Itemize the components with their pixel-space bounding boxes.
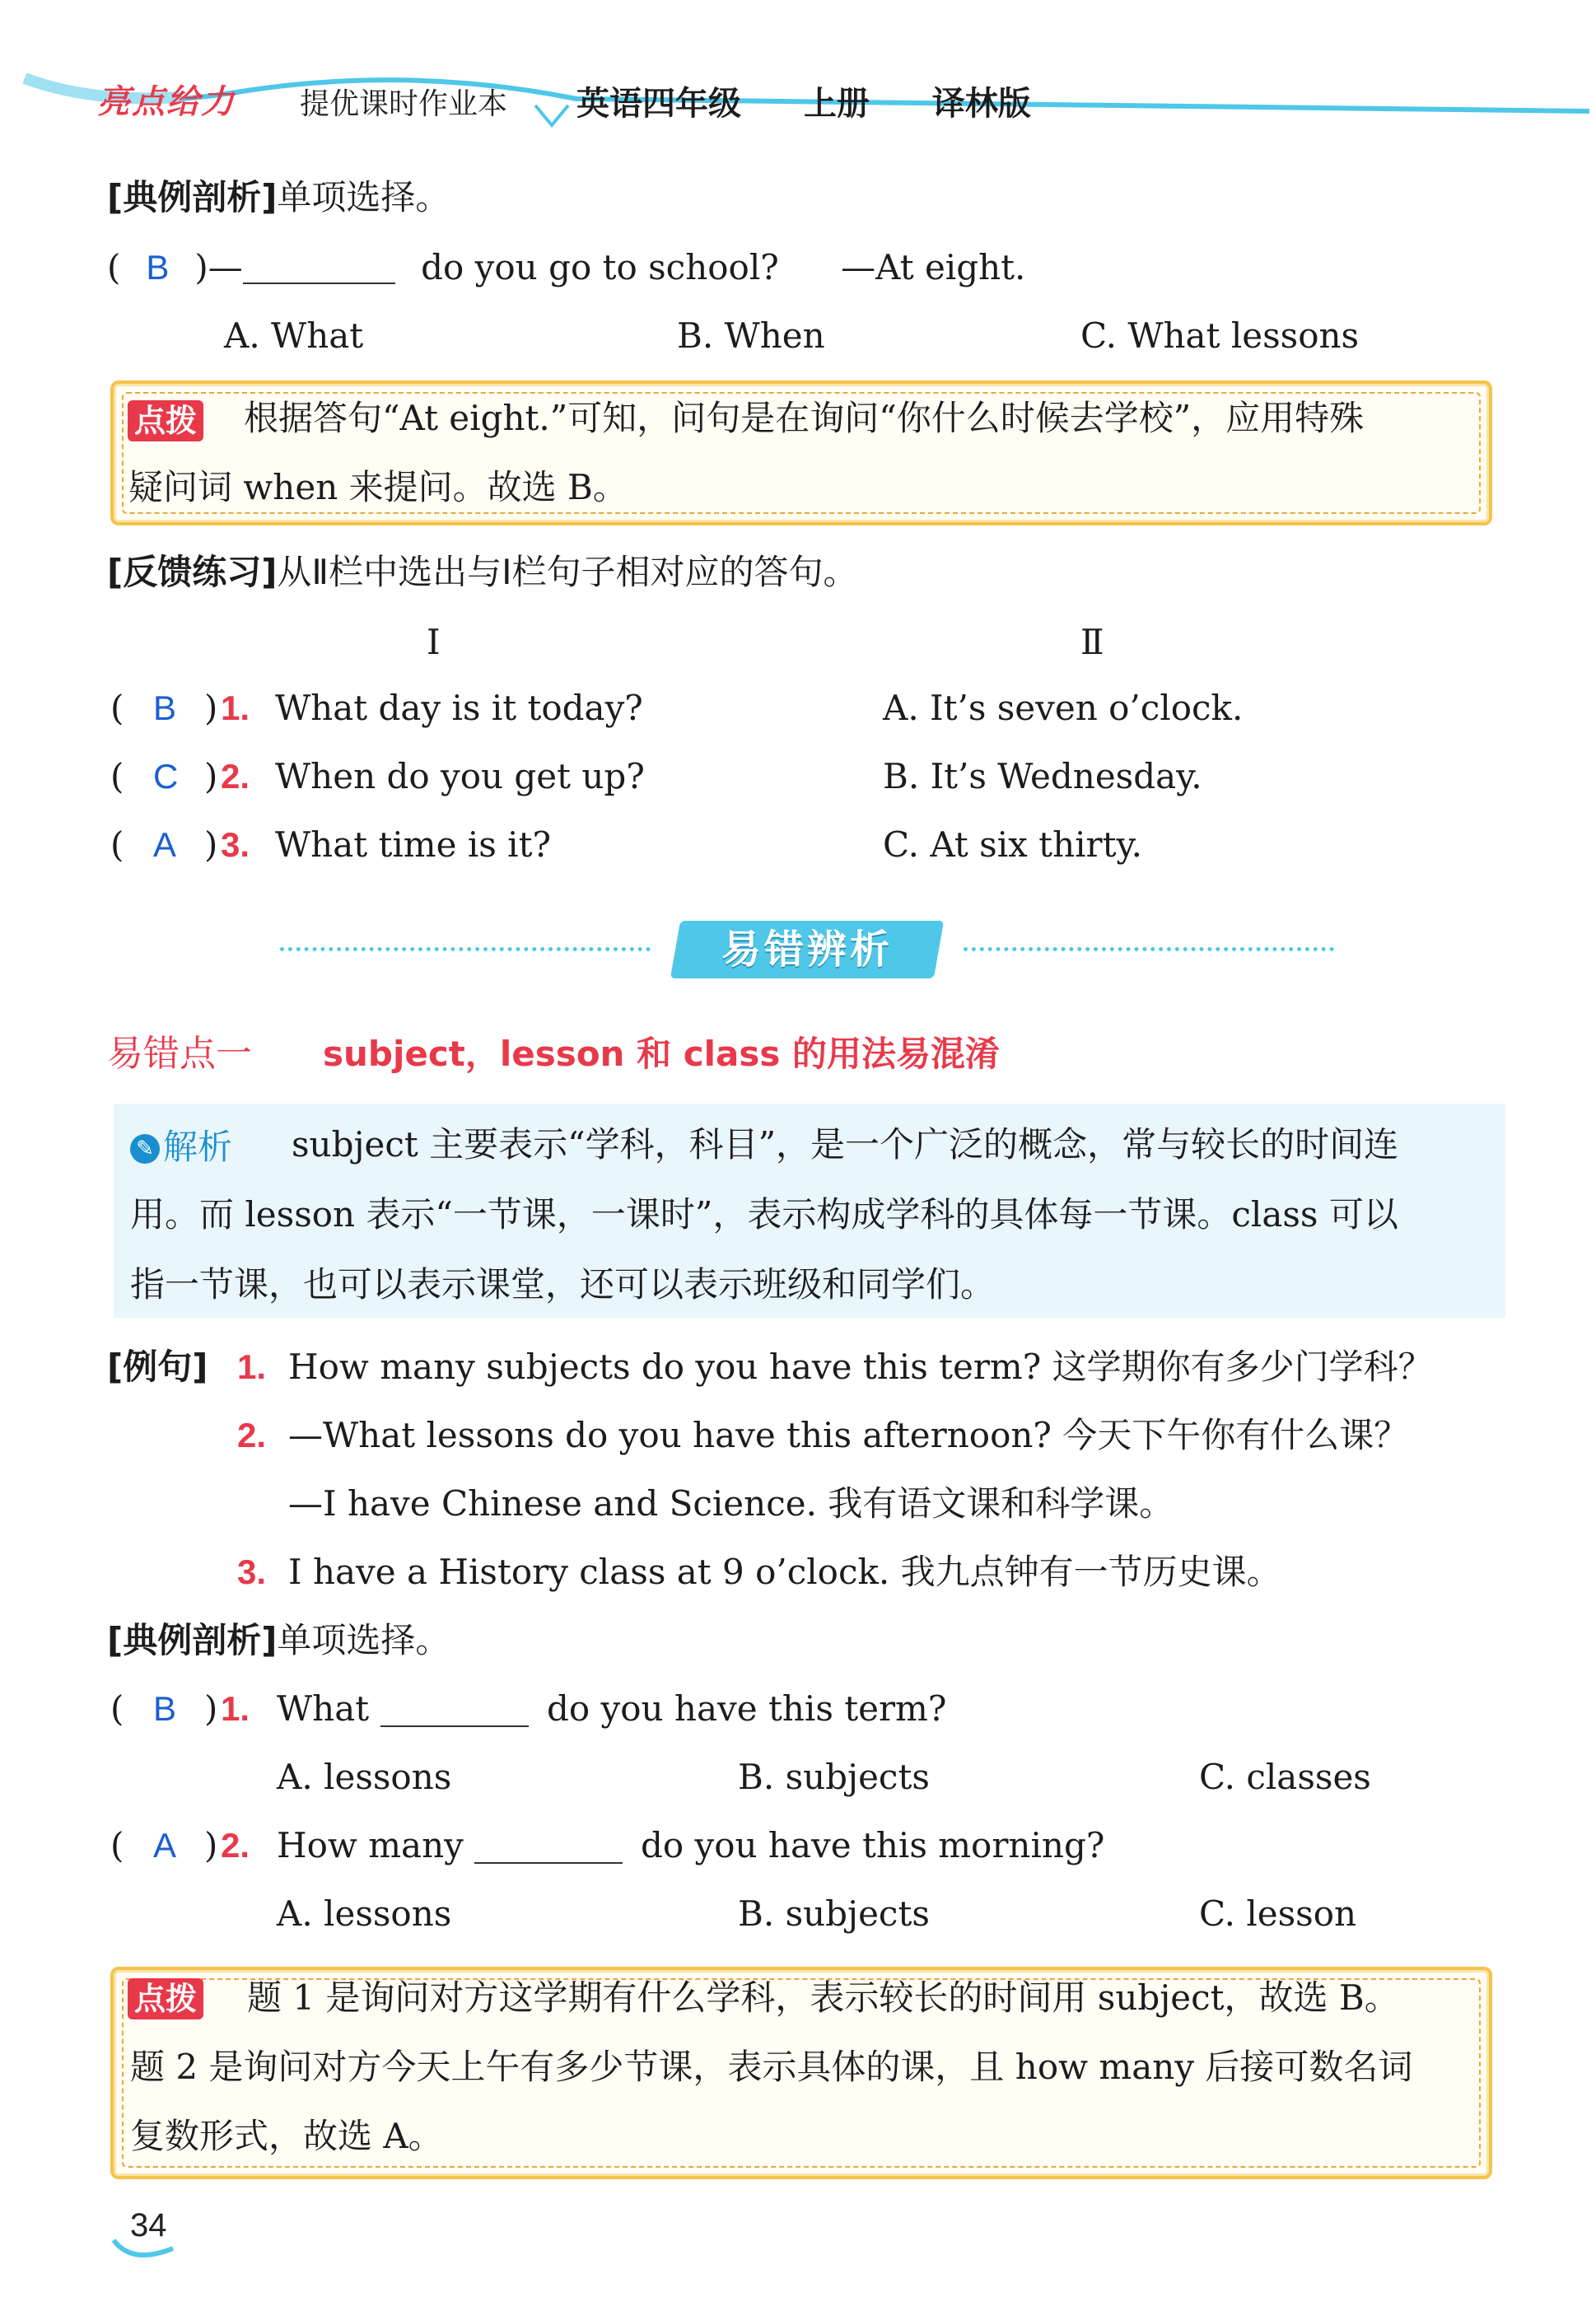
column-1-header: Ⅰ <box>427 622 441 662</box>
section-instruction: 单项选择。 <box>277 177 450 217</box>
brand-subtitle: 提优课时作业本 <box>300 87 508 121</box>
example-text: —I have Chinese and Science. 我有语文课和科学课。 <box>288 1483 1174 1524</box>
question-after: do you have this term? <box>547 1688 947 1729</box>
question-after: do you have this morning? <box>641 1825 1105 1865</box>
page-header <box>0 0 1596 140</box>
section-label: [典例剖析] <box>107 1620 278 1660</box>
option-a: A. lessons <box>277 1757 452 1797</box>
error-point-title: subject，lesson 和 class 的用法易混淆 <box>323 1034 1000 1074</box>
item-number: 2. <box>221 757 250 796</box>
item-number: 2. <box>221 1826 250 1865</box>
item-option: B. It’s Wednesday. <box>883 756 1202 796</box>
section-banner: 易错辨析 <box>721 927 893 973</box>
item-question: When do you get up? <box>275 756 645 796</box>
page-number: 34 <box>130 2207 167 2243</box>
item-question: What day is it today? <box>275 688 643 728</box>
answer-blank <box>474 1829 623 1864</box>
answer-blank <box>243 250 395 284</box>
section3-heading <box>107 1616 1596 1665</box>
example-text: How many subjects do you have this term? 这学期你有多少门学科？ <box>288 1347 1433 1387</box>
option-c: C. What lessons <box>1080 315 1360 356</box>
question-row: ( B )— do you go to school? —At eight. <box>107 243 1596 292</box>
brand-logo: 亮点给力 <box>97 83 236 121</box>
banner-divider-left <box>280 947 651 951</box>
tip-text-line3: 复数形式，故选 A。 <box>130 2116 443 2156</box>
question-before: How many <box>277 1825 464 1865</box>
analysis-line1: subject 主要表示“学科，科目”，是一个广泛的概念，常与较长的时间连 <box>292 1124 1399 1165</box>
analysis-line3: 指一节课，也可以表示课堂，还可以表示班级和同学们。 <box>130 1264 996 1305</box>
tip-text-line2: 疑问词 when 来提问。故选 B。 <box>128 467 628 507</box>
book-title <box>576 77 1067 124</box>
option-b: B. When <box>677 315 825 356</box>
reply-text: —At eight. <box>841 247 1026 287</box>
banner-divider-right <box>964 947 1334 951</box>
section1-heading <box>107 173 1596 222</box>
option-c: C. lesson <box>1199 1893 1357 1934</box>
answer-blank <box>380 1692 529 1727</box>
question-before: What <box>277 1688 370 1729</box>
dash: — <box>208 247 243 287</box>
item-number: 1. <box>221 1689 250 1728</box>
item-option: A. It’s seven o’clock. <box>883 688 1244 728</box>
section-instruction: 从Ⅱ栏中选出与Ⅰ栏句子相对应的答句。 <box>277 552 858 592</box>
analysis-label-text: 解析 <box>163 1127 233 1167</box>
option-c: C. classes <box>1199 1757 1371 1797</box>
example-text: —What lessons do you have this afternoon? 今天下午你有什么课？ <box>288 1415 1409 1455</box>
edition-label: 译林版 <box>931 85 1031 123</box>
column-2-header: Ⅱ <box>1080 622 1104 662</box>
analysis-line2: 用。而 lesson 表示“一节课，一课时”，表示构成学科的具体每一节课。class 可以 <box>130 1194 1398 1235</box>
section-label: [反馈练习] <box>107 552 278 592</box>
example-text: I have a History class at 9 o’clock. 我九点钟有一节历史课。 <box>288 1552 1281 1592</box>
volume-label: 上册 <box>803 85 870 123</box>
option-b: B. subjects <box>738 1757 930 1797</box>
example-number: 3. <box>237 1552 267 1591</box>
answer-mark: B <box>153 1689 177 1728</box>
item-option: C. At six thirty. <box>883 824 1142 865</box>
option-b: B. subjects <box>738 1893 930 1934</box>
subject-label: 英语四年级 <box>576 85 741 123</box>
error-point-label: 易错点一 <box>107 1033 252 1075</box>
section2-heading <box>107 548 1596 597</box>
answer-mark: A <box>153 825 177 864</box>
item-number: 3. <box>221 825 250 864</box>
tip-text-line1: 根据答句“At eight.”可知，问句是在询问“你什么时候去学校”，应用特殊 <box>244 398 1365 438</box>
option-a: A. lessons <box>277 1893 452 1934</box>
answer-mark: B <box>153 689 177 727</box>
tip-label: 点拨 <box>128 1978 203 2019</box>
example-number: 2. <box>237 1416 267 1454</box>
tip-text-line1: 题 1 是询问对方这学期有什么学科，表示较长的时间用 subject，故选 B。 <box>247 1977 1399 2018</box>
analysis-label <box>130 1120 232 1170</box>
question-text: do you go to school? <box>421 247 779 287</box>
pencil-icon: ✎ <box>130 1134 160 1164</box>
example-number: 1. <box>237 1347 267 1386</box>
section-instruction: 单项选择。 <box>277 1620 450 1660</box>
tip-label: 点拨 <box>128 400 203 441</box>
tip-text-line2: 题 2 是询问对方今天上午有多少节课，表示具体的课，且 how many 后接可数名词 <box>130 2047 1413 2087</box>
answer-mark: B <box>146 248 170 287</box>
option-a: A. What <box>224 315 364 356</box>
examples-label: [例句] <box>107 1347 208 1387</box>
answer-mark: C <box>153 757 179 796</box>
item-question: What time is it? <box>275 824 551 865</box>
section-label: [典例剖析] <box>107 177 278 217</box>
answer-mark: A <box>153 1826 177 1865</box>
item-number: 1. <box>221 689 250 727</box>
